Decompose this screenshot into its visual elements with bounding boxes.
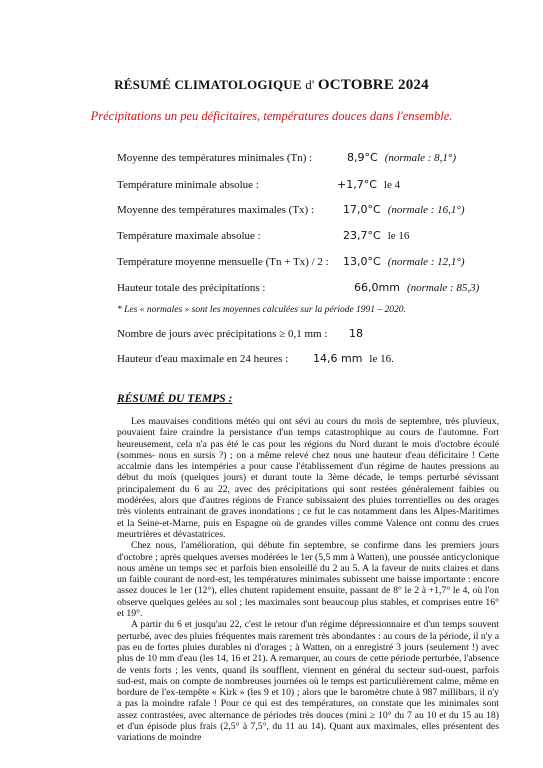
stat-label: Moyenne des températures minimales (Tn) : [117,152,313,164]
stat-value-group [343,229,409,242]
stat-row-tx-mean [117,203,465,216]
stat-label: Hauteur totale des précipitations : [117,282,266,294]
title-preposition: d' [305,77,315,92]
stat-value: +1,7°C [337,178,377,191]
stat-label: Moyenne des températures maximales (Tx) : [117,204,315,216]
title-month: OCTOBRE 2024 [317,77,429,93]
page-title [0,77,543,94]
stat-value: 23,7°C [343,229,381,242]
stat-normal: (normale : 12,1°) [387,256,465,268]
stat-value-group [354,281,479,294]
stat-value-group [337,178,400,191]
stat-label: Température maximale absolue : [117,230,261,242]
stat-normal: (normale : 16,1°) [387,204,465,216]
stat-date: le 16. [369,353,394,365]
paragraph: A partir du 6 et jusqu'au 22, c'est le retour d'un régime dépressionnaire et d'un temps souvent perturbé, avec des pluies fréquentes mais rarement très abondantes : au cours de la période, il n'y a pas eu de fortes pluies durables ni d'orages ; à Watten, on a enregistré 3 jours (seulement !) avec plus de 10 mm d'eau (les 14, 16 et 21). A remarquer, au cours de cette période perturbée, l'absence de vents forts ; les vents, quand ils soufflent, viennent en général du secteur sud-ouest, parfois sud-est, mais on compte de nombreuses journées où le temps est particulièrement calme, même en bordure de l'ex-tempête « Kirk » (les 9 et 10) ; alors que le baromètre chute à 987 millibars, il n'y a pas la moindre rafale ! Pour ce qui est des températures, on constate que les minimales sont assez contrastées, avec alternance de périodes très douces (mini ≥ 10° du 7 au 10 et du 15 au 18) et d'un épisode plus frais (2,5° à 7,5°, du 11 au 14). Quant aux maximales, elles présentent des variations de moindre [117,619,499,744]
paragraph: Les mauvaises conditions météo qui ont sévi au cours du mois de septembre, très pluvieux, pouvaient faire craindre la persistance d'un temps catastrophique au cours de l'automne. Fort heureusement, cela n'a pas été le cas pour les régions du Nord durant le mois d'octobre écoulé (sommes- nous en sursis ?) ; on a même relevé chez nous une hauteur d'eau déficitaire ! Cette accalmie dans les intempéries a pour cause l'établissement d'un régime de hautes pressions au début du mois (quelques jours) et durant toute la 3ème décade, le temps perturbé sévissant principalement du 6 au 22, avec des précipitations qui sont restées généralement faibles ou modérées, alors que d'autres régions de France subissaient des pluies torrentielles ou des orages très violents entrainant de graves inondations ; ce fut le cas notamment dans les Alpes-Maritimes et la Seine-et-Marne, puis en Espagne où de grandes villes comme Valence ont connu des crues meurtrières et dévastatrices. [117,416,499,540]
stat-row-precip-total [117,281,480,294]
stat-value: 8,9°C [347,151,378,164]
stat-row-t-mean [117,255,465,268]
stat-value-group [349,327,363,340]
stat-value-group [347,151,456,164]
stat-normal: (normale : 8,1°) [384,152,456,164]
title-main: RÉSUMÉ CLIMATOLOGIQUE [114,77,302,92]
stat-row-precip-days [117,327,363,340]
stat-value: 18 [349,327,363,340]
stat-row-tx-absolute [117,229,410,242]
stat-value-group [313,352,394,365]
stat-value-group [343,255,465,268]
stat-date: le 4 [383,179,401,191]
paragraph: Chez nous, l'amélioration, qui débute fin septembre, se confirme dans les premiers jours d'octobre ; après quelques averses modérées le 1er (5,5 mm à Watten), une poussée anticyclonique nous amène un temps sec et parfois bien ensoleillé du 2 au 5. A la faveur de nuits claires et dans un faible courant de nord-est, les températures minimales subissent une baisse importante : encore assez douces le 1er (12°), elles chutent rapidement ensuite, passant de 8° le 2 à +1,7° le 4, où l'on observe quelques gelées au sol ; les maximales sont beaucoup plus stables, et comprises entre 16° et 19°. [117,540,499,620]
subtitle: Précipitations un peu déficitaires, températures douces dans l'ensemble. [90,109,453,123]
stat-value: 13,0°C [343,255,381,268]
stat-row-precip-max-24h [117,352,394,365]
stat-date: le 16 [387,230,410,242]
stat-value: 17,0°C [343,203,381,216]
stat-label: Température minimale absolue : [117,179,259,191]
stat-label: Nombre de jours avec précipitations ≥ 0,1 mm : [117,328,328,340]
stat-value-group [343,203,465,216]
stat-value: 66,0mm [354,281,400,294]
stat-label: Hauteur d'eau maximale en 24 heures : [117,353,289,365]
stat-value: 14,6 mm [313,352,363,365]
weather-summary-body [117,416,499,744]
stat-row-tn-absolute [117,178,401,191]
section-title-summary: RÉSUMÉ DU TEMPS : [117,393,233,405]
normals-footnote: * Les « normales » sont les moyennes calculées sur la période 1991 – 2020. [117,305,406,315]
stat-normal: (normale : 85,3) [406,282,480,294]
stat-row-tn-mean [117,151,456,164]
stat-label: Température moyenne mensuelle (Tn + Tx) / 2 : [117,256,329,268]
